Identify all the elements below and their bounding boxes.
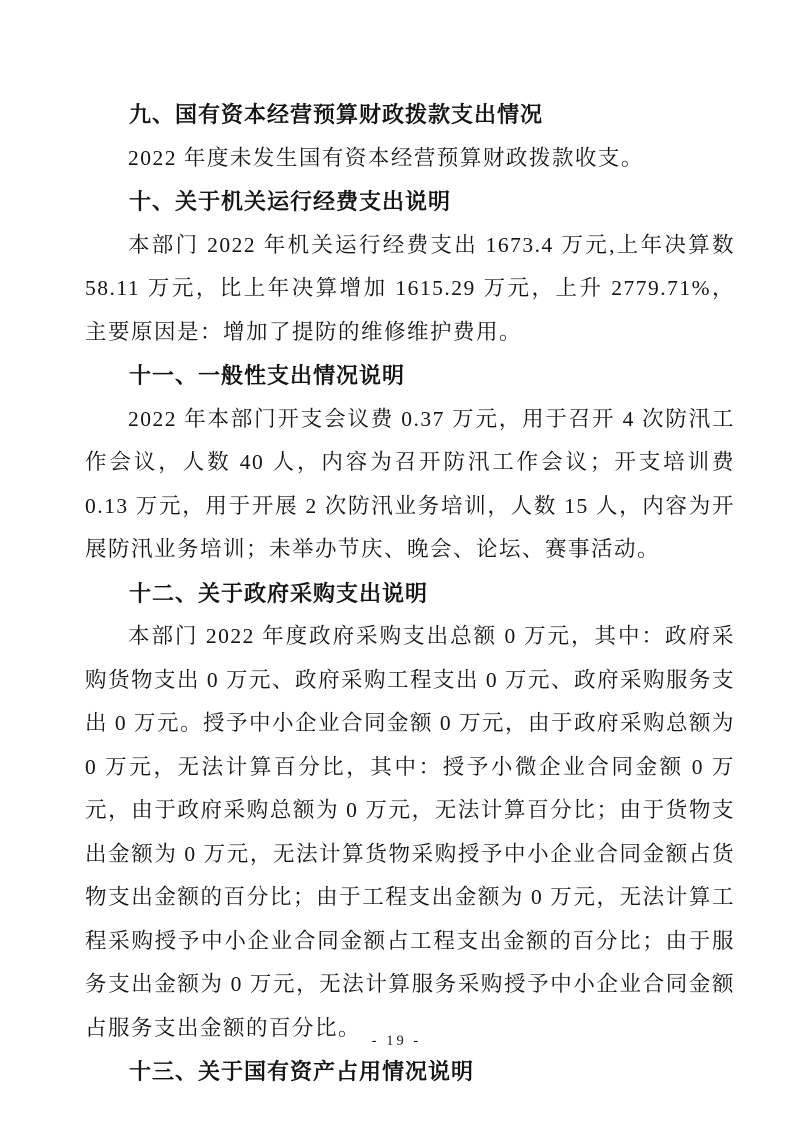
section-heading: 九、国有资本经营预算财政拨款支出情况 (129, 102, 544, 127)
document-content (85, 93, 735, 1094)
section-heading: 十一、一般性支出情况说明 (129, 363, 406, 388)
section-heading: 十三、关于国有资产占用情况说明 (129, 1059, 475, 1084)
body-paragraph: 2022 年度未发生国有资本经营预算财政拨款收支。 (128, 145, 644, 170)
page-number: - 19 - (371, 1033, 422, 1049)
section-heading: 十、关于机关运行经费支出说明 (129, 189, 452, 214)
body-paragraph: 本部门 2022 年机关运行经费支出 1673.4 万元,上年决算数 58.11 万元，比上年决算增加 1615.29 万元，上升 2779.71%，主要原因是：增加了提防的维修维护费用。 (85, 232, 735, 344)
body-paragraph: 2022 年本部门开支会议费 0.37 万元，用于召开 4 次防汛工作会议，人数 40 人，内容为召开防汛工作会议；开支培训费 0.13 万元，用于开展 2 次防汛业务培训，人数 15 人，内容为开展防汛业务培训；未举办节庆、晚会、论坛、赛事活动。 (85, 406, 735, 561)
section-heading: 十二、关于政府采购支出说明 (129, 580, 429, 606)
body-paragraph: 本部门 2022 年度政府采购支出总额 0 万元，其中：政府采购货物支出 0 万元、政府采购工程支出 0 万元、政府采购服务支出 0 万元。授予中小企业合同金额 0 万元，由于政府采购总额为 0 万元，无法计算百分比，其中：授予小微企业合同金额 0 万元，由于政府采购总额为 0 万元，无法计算百分比；由于货物支出金额为 0 万元，无法计算货物采购授予中小企业合同金额占货物支出金额的百分比；由于工程支出金额为 0 万元，无法计算工程采购授予中小企业合同金额占工程支出金额的百分比；由于服务支出金额为 0 万元，无法计算服务采购授予中小企业合同金额占服务支出金额的百分比。 (85, 624, 736, 1040)
